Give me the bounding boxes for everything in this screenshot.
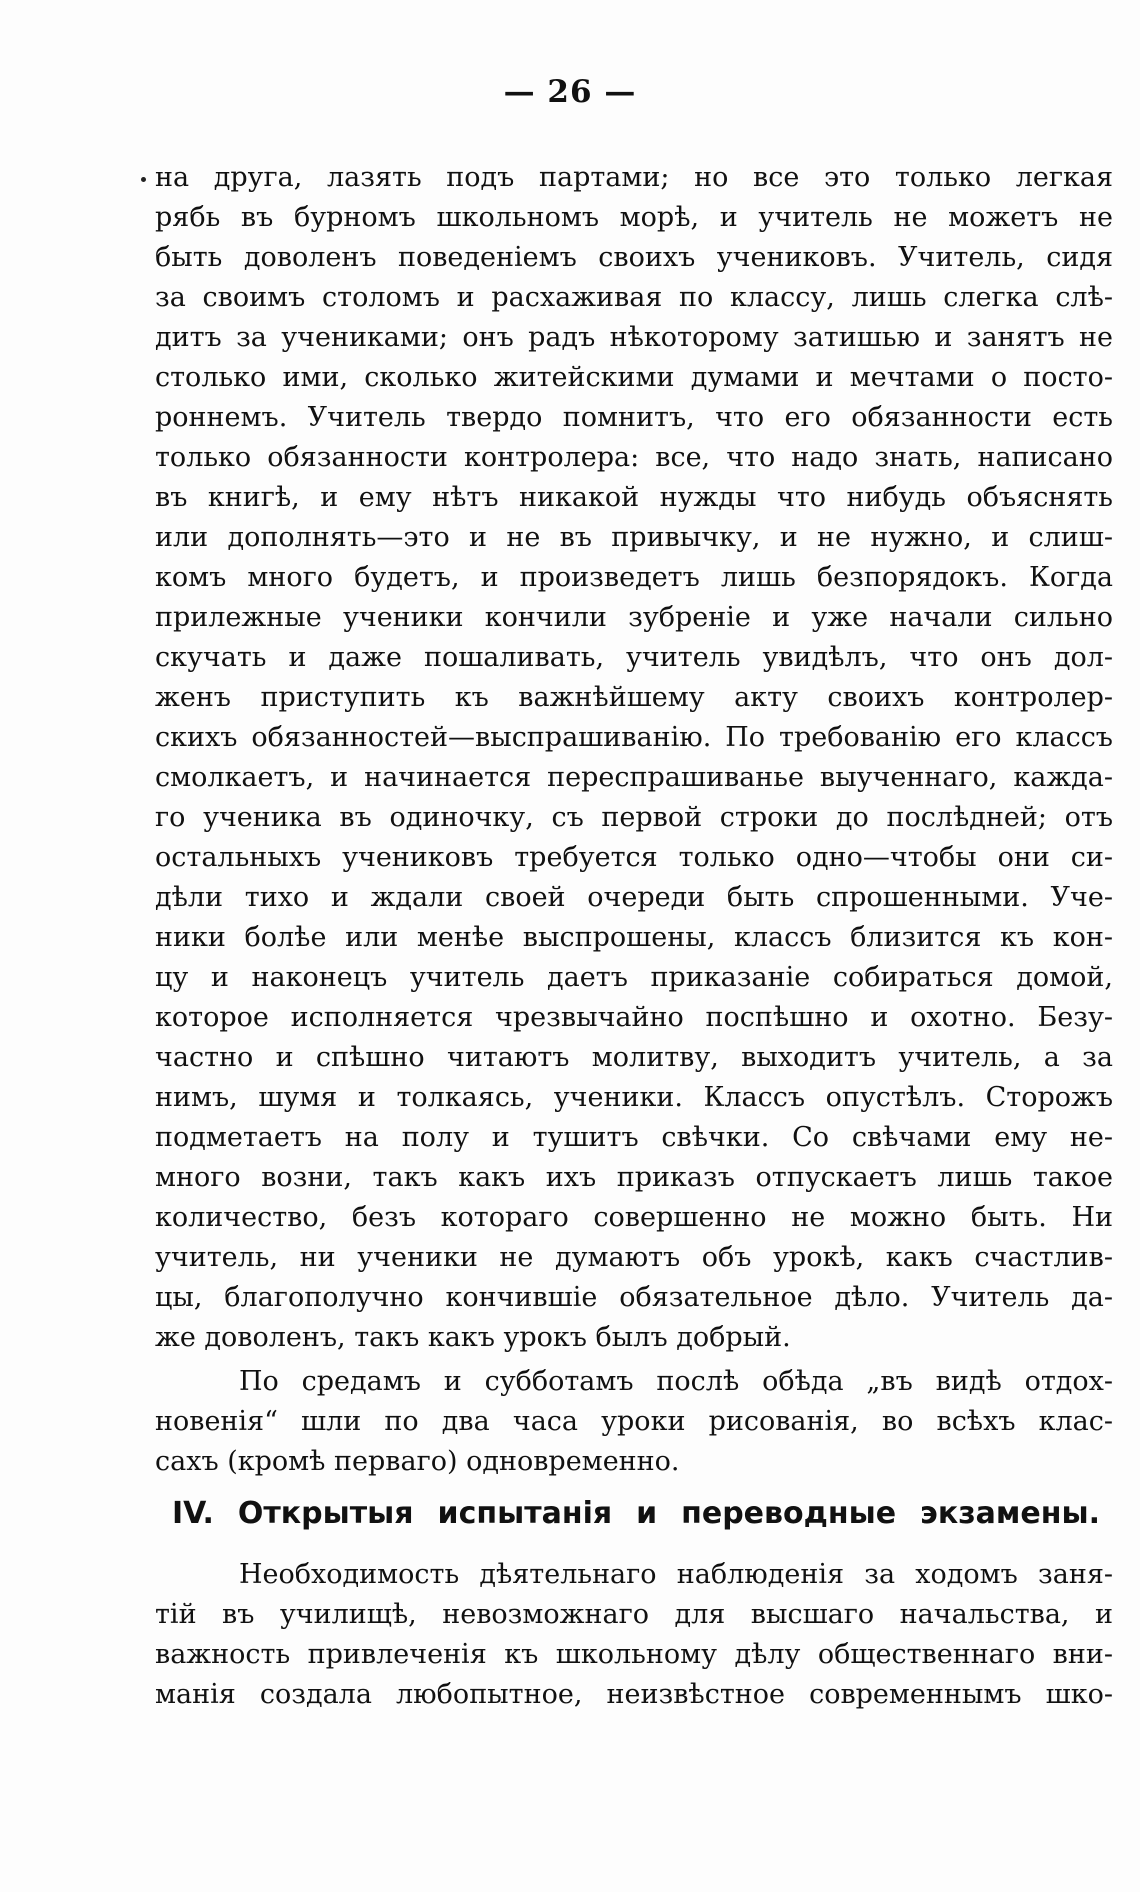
text-line: важность привлеченія къ школьному дѣлу общественнаго вни- [155,1639,1113,1670]
text-line: тій въ училищѣ, невозможнаго для высшаго начальства, и [155,1599,1113,1630]
text-line: быть доволенъ поведеніемъ своихъ учениковъ. Учитель, сидя [155,242,1113,273]
text-line: сахъ (кромѣ перваго) одновременно. [155,1446,680,1477]
text-line: остальныхъ учениковъ требуется только одно—чтобы они си- [155,842,1113,873]
text-line: нимъ, шумя и толкаясь, ученики. Классъ опустѣлъ. Сторожъ [155,1082,1113,1113]
paragraph-continued [155,158,1113,1358]
text-line: смолкаетъ, и начинается переспрашиванье выученнаго, кажда- [155,762,1113,793]
text-line: комъ много будетъ, и произведетъ лишь безпорядокъ. Когда [155,562,1113,593]
text-line: цу и наконецъ учитель даетъ приказаніе собираться домой, [155,962,1113,993]
text-line: подметаетъ на полу и тушитъ свѣчки. Со свѣчами ему не- [155,1122,1113,1153]
text-line: манія создала любопытное, неизвѣстное современнымъ шко- [155,1679,1113,1710]
text-line: столько ими, сколько житейскими думами и мечтами о посто- [155,362,1113,393]
text-line: количество, безъ котораго совершенно не можно быть. Ни [155,1202,1113,1233]
text-line: которое исполняется чрезвычайно поспѣшно и охотно. Безу- [155,1002,1113,1033]
text-line: ники болѣе или менѣе выспрошены, классъ близится къ кон- [155,922,1113,953]
text-line: много возни, такъ какъ ихъ приказъ отпускаетъ лишь такое [155,1162,1113,1193]
text-line: дитъ за учениками; онъ радъ нѣкоторому затишью и занятъ не [155,322,1113,353]
text-line: скихъ обязанностей—выспрашиванію. По требованію его классъ [155,722,1113,753]
text-line: учитель, ни ученики не думаютъ объ урокѣ, какъ счастлив- [155,1242,1113,1273]
text-line: го ученика въ одиночку, съ первой строки до послѣдней; отъ [155,802,1113,833]
text-line: дѣли тихо и ждали своей очереди быть спрошенными. Уче- [155,882,1113,913]
text-line: же доволенъ, такъ какъ урокъ былъ добрый. [155,1322,791,1353]
text-line: или дополнять—это и не въ привычку, и не нужно, и слиш- [155,522,1113,553]
text-line: только обязанности контролера: все, что надо знать, написано [155,442,1113,473]
paragraph-examinations [155,1555,1113,1715]
text-line: цы, благополучно кончившіе обязательное дѣло. Учитель да- [155,1282,1113,1313]
text-line: женъ приступить къ важнѣйшему акту своихъ контролер- [155,682,1113,713]
text-line: рябь въ бурномъ школьномъ морѣ, и учитель не можетъ не [155,202,1113,233]
text-line: въ книгѣ, и ему нѣтъ никакой нужды что нибудь объяснять [155,482,1113,513]
paragraph-drawing-lessons [155,1362,1113,1482]
text-line: скучать и даже пошаливать, учитель увидѣлъ, что онъ дол- [155,642,1113,673]
ink-speck [141,177,146,182]
text-line: новенія“ шли по два часа уроки рисованія, во всѣхъ клас- [155,1406,1113,1437]
page-number: — 26 — [503,74,637,110]
text-line: роннемъ. Учитель твердо помнитъ, что его обязанности есть [155,402,1113,433]
text-line: По средамъ и субботамъ послѣ обѣда „въ видѣ отдох- [239,1366,1113,1397]
text-line: за своимъ столомъ и расхаживая по классу, лишь слегка слѣ- [155,282,1113,313]
text-line: частно и спѣшно читаютъ молитву, выходитъ учитель, а за [155,1042,1113,1073]
text-line: Необходимость дѣятельнаго наблюденія за ходомъ заня- [239,1559,1113,1590]
text-line: на друга, лазять подъ партами; но все это только легкая [155,162,1113,193]
section-heading: IV. Открытыя испытанія и переводные экзамены. [172,1496,1100,1531]
text-line: прилежные ученики кончили зубреніе и уже начали сильно [155,602,1113,633]
